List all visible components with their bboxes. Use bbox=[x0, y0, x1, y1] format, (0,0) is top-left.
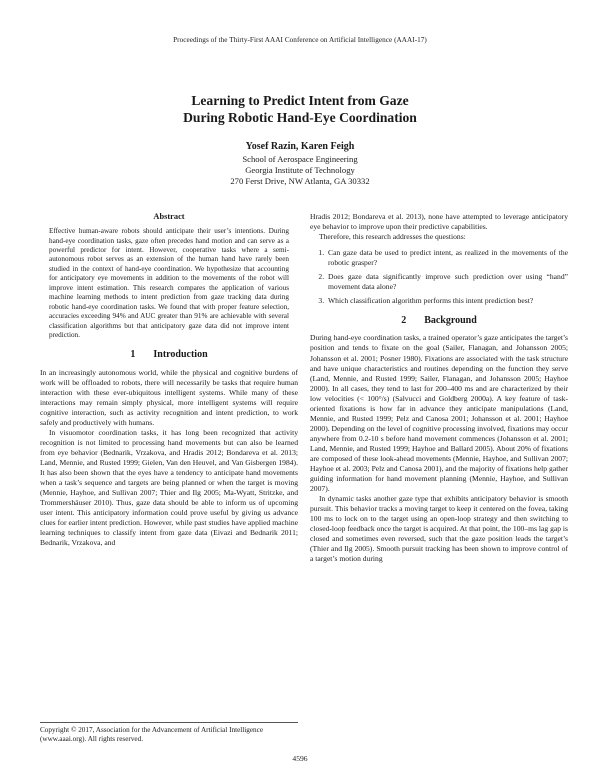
abstract-heading: Abstract bbox=[153, 212, 185, 221]
intro-paragraph-1: In an increasingly autonomous world, while the physical and cognitive burdens of work will be offloaded to robots, there will necessarily be tasks that require human interaction with these ever-ubiquitous intelligent systems. While many of these interactions may remain simply physical, more intelligent systems will require cognitive interaction, such as activity recognition and intent prediction, to work safely and productively with humans. bbox=[40, 367, 298, 427]
affiliation-address: 270 Ferst Drive, NW Atlanta, GA 30332 bbox=[230, 176, 370, 187]
affiliation-school: School of Aerospace Engineering bbox=[242, 154, 358, 164]
background-paragraph-1: During hand-eye coordination tasks, a trained operator’s gaze anticipates the target’s position and tends to fixate on the goal (Sailer, Flanagan, and Johansson 2005; Johansson et al. 2001; Posner 1980). Fixations are associated with the task structure and have unique characteristics and routines depending on the function they serve (Land, Mennie, and Rusted 1999; Sailer, Flanagan, and Johansson 2005; Hayhoe 2000). In all cases, they tend to last for 200–400 ms and are characterized by their low velocities (< 100°/s) (Salvucci and Goldberg 2000a). A key feature of task-oriented fixations is how far in advance they anticipate manipulations (Land, Mennie, and Rusted 1999; Pelz and Canosa 2001; Johansson et al. 2001; Hayhoe 2000). Depending on the level of cognitive processing involved, fixations may occur anywhere from 0.2-10 s before hand movement commences (Johansson et al. 2001; Land, Mennie, and Rusted 1999; Hayhoe and Ballard 2005). About 20% of fixations are composed of these look-ahead movements (Mennie, Hayhoe, and Sullivan 2007; Hayhoe et al. 2003; Pelz and Canosa 2001), and the majority of fixations help gather guiding information for hand movement planning (Mennie, Hayhoe, and Sullivan 2007). bbox=[310, 333, 568, 494]
affiliation bbox=[0, 154, 600, 188]
background-number: 2 bbox=[401, 315, 407, 327]
proceedings-header: Proceedings of the Thirty-First AAAI Conference on Artificial Intelligence (AAAI-17) bbox=[173, 36, 427, 44]
paper-title bbox=[0, 92, 600, 126]
right-column bbox=[310, 212, 568, 565]
authors: Yosef Razin, Karen Feigh bbox=[245, 141, 355, 152]
intro-paragraph-2: In visuomotor coordination tasks, it has long been recognized that activity recognition is not limited to processing hand movements but can also be learned from eye behavior (Bednarik, Vrzakova, and Hradis 2012; Bondareva et al. 2013; Land, Mennie, and Rusted 1999; Gielen, Van den Heuvel, and Van Gisbergen 1984). It has also been shown that the eyes have a tendency to anticipate hand movements when a task’s sequence and targets are being planned or when the target is moving (Mennie, Hayhoe, and Sullivan 2007; Thier and Ilg 2005; Ma-Wyatt, Stritzke, and Trommershäuser 2010). Thus, gaze data should be able to inform us of upcoming user intent. This anticipatory information could prove useful by giving us advance clues for earlier intent prediction. However, while past studies have applied machine learning techniques to classify intent from gaze data (Eivazi and Bednarik 2011; Bednarik, Vrzakova, and bbox=[40, 427, 298, 548]
question-1: 1. Can gaze data be used to predict intent, as realized in the movements of the robotic grasper? bbox=[326, 248, 568, 268]
question-2: 2. Does gaze data significantly improve such prediction over using “hand” movement data alone? bbox=[326, 272, 568, 292]
intro-title: Introduction bbox=[153, 349, 208, 361]
title-line-2: During Robotic Hand-Eye Coordination bbox=[183, 110, 417, 125]
intro-continued: Hradis 2012; Bondareva et al. 2013), none have attempted to leverage anticipatory eye behavior to improve upon their predictive capabilities. bbox=[310, 212, 568, 232]
copyright-notice: Copyright © 2017, Association for the Advancement of Artificial Intelligence (www.aaai.org). All rights reserved. bbox=[40, 722, 298, 745]
page-number: 4596 bbox=[292, 754, 308, 763]
intro-number: 1 bbox=[130, 349, 136, 361]
left-column bbox=[40, 212, 298, 548]
background-title: Background bbox=[424, 315, 477, 327]
abstract-text: Effective human-aware robots should anticipate their user’s intentions. During hand-eye coordination tasks, gaze often precedes hand motion and can serve as a powerful predictor for intent. However, cooperative tasks where a semi-autonomous robot serves as an extension of the human hand have rarely been studied in the context of hand-eye coordination. We hypothesize that accounting for anticipatory eye movements in addition to the movements of the robot will improve intent estimation. This research compares the application of various machine learning methods to intent prediction from gaze tracking data during robotic hand-eye coordination tasks. We found that with proper feature selection, accuracies exceeding 94% and AUC greater than 91% are achievable with several classification algorithms but that anticipatory gaze data did not improve intent prediction. bbox=[49, 227, 289, 340]
intro-heading bbox=[40, 350, 298, 360]
background-heading bbox=[310, 316, 568, 326]
title-line-1: Learning to Predict Intent from Gaze bbox=[191, 93, 409, 108]
research-questions bbox=[310, 248, 568, 306]
background-paragraph-2: In dynamic tasks another gaze type that exhibits anticipatory behavior is smooth pursuit. This behavior tracks a moving target to keep it centered on the fovea, taking 100 ms to lock on to the target using an open-loop strategy and then switching to closed-loop feedback once the target is acquired. At that point, the 100–ms lag gap is closed and sometimes even reversed, such that the gaze position leads the target’s (Thier and Ilg 2005). Smooth pursuit tracking has been shown to improve control of a target’s motion during bbox=[310, 494, 568, 564]
questions-intro: Therefore, this research addresses the questions: bbox=[319, 232, 466, 242]
question-3: 3. Which classification algorithm performs this intent prediction best? bbox=[326, 296, 568, 306]
affiliation-institute: Georgia Institute of Technology bbox=[245, 165, 355, 176]
